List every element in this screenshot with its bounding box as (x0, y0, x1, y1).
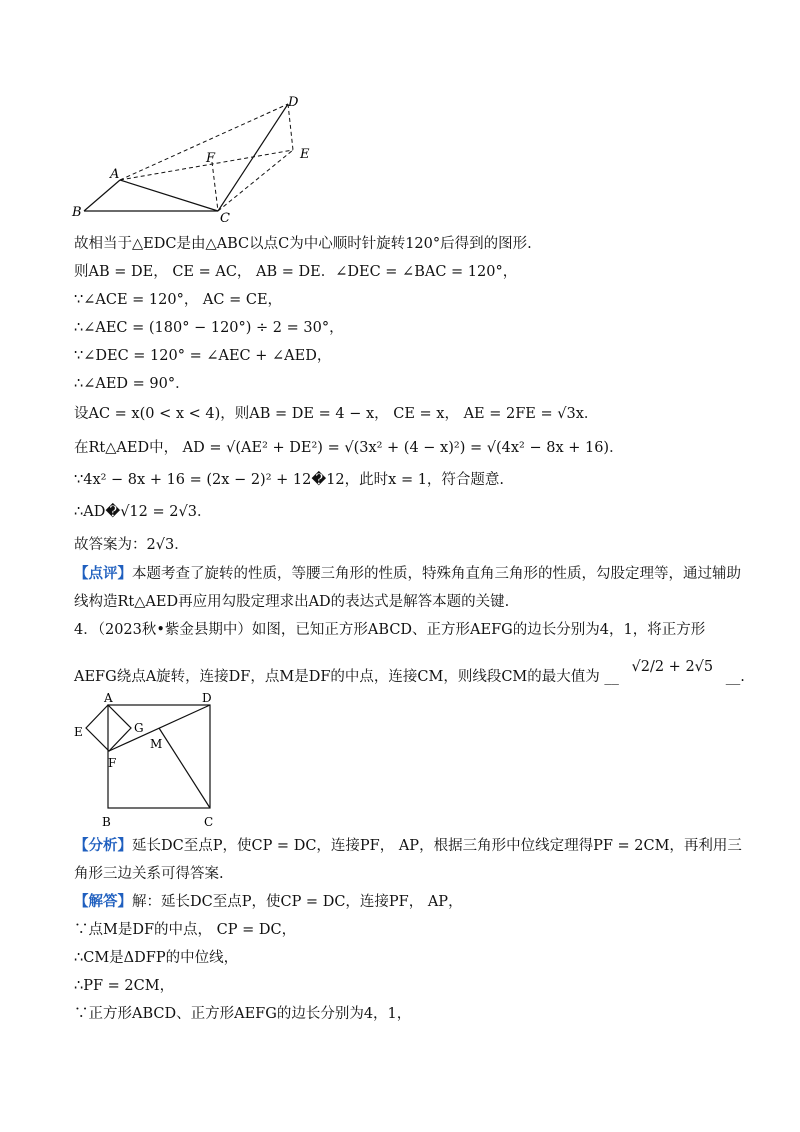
solution-text: 解：延长DC至点P，使CP = DC，连接PF， AP， (132, 894, 463, 910)
label-A: A (104, 691, 113, 705)
question-4-line1: 4．（2023秋•紫金县期中）如图，已知正方形ABCD、正方形AEFG的边长分别为4，1，将正方形 (74, 622, 706, 638)
geometry-figure-rotation (60, 92, 330, 227)
analysis-line (74, 836, 742, 856)
text-line: ∴PF = 2CM， (74, 978, 175, 994)
comment-line (74, 564, 741, 584)
text-line: ∴CM是ΔDFP的中位线， (74, 950, 239, 966)
text-line: ∴∠AED = 90°． (74, 376, 190, 392)
answer-end: __. (725, 669, 745, 685)
label-M: M (150, 737, 163, 751)
solution-line (74, 892, 463, 912)
question-text: AEFG绕点A旋转，连接DF，点M是DF的中点，连接CM，则线段CM的最大值为 __ (74, 669, 619, 685)
text-line: ∵点M是DF的中点， CP = DC， (74, 922, 297, 938)
geometry-figure-squares (66, 688, 226, 836)
label-B: B (72, 205, 82, 220)
label-D: D (288, 95, 299, 110)
question-4-line2 (74, 659, 745, 687)
segment-BA (84, 180, 120, 211)
text-line: 在Rt△AED中， AD = √(AE² + DE²) = √(3x² + (4 − x)²) = √(4x² − 8x + 16)． (74, 440, 624, 456)
segment-CF (212, 162, 218, 211)
text-line: ∵∠DEC = 120° = ∠AEC + ∠AED， (74, 348, 332, 364)
label-C: C (204, 815, 214, 829)
text-line: 则AB = DE， CE = AC， AB = DE．∠DEC = ∠BAC = 120°， (74, 264, 518, 280)
label-C: C (220, 211, 230, 226)
comment-tag: 【点评】 (74, 565, 132, 582)
text-line: 线构造Rt△AED再应用勾股定理求出AD的表达式是解答本题的关键. (74, 594, 510, 610)
segment-DE (288, 104, 293, 150)
comment-text: 本题考查了旋转的性质，等腰三角形的性质，特殊角直角三角形的性质，勾股定理等，通过辅助 (132, 566, 741, 582)
label-B: B (102, 815, 111, 829)
text-line: ∵正方形ABCD、正方形AEFG的边长分别为4，1， (74, 1006, 412, 1022)
text-line: 故答案为：2√3． (74, 537, 189, 553)
segment-CD (218, 104, 288, 211)
label-E: E (74, 725, 83, 739)
label-E: E (300, 147, 310, 162)
label-A: A (110, 167, 120, 182)
segment-AC (120, 180, 218, 211)
segment-CM (159, 728, 210, 808)
label-F: F (108, 756, 117, 770)
text-line: ∴∠AEC = (180° − 120°) ÷ 2 = 30°， (74, 320, 344, 336)
text-line: 故相当于△EDC是由△ABC以点C为中心顺时针旋转120°后得到的图形. (74, 236, 532, 252)
solution-tag: 【解答】 (74, 893, 132, 910)
analysis-text: 延长DC至点P，使CP = DC，连接PF， AP，根据三角形中位线定理得PF = 2CM，再利用三 (132, 838, 742, 854)
answer-value: √2/2 + 2√5 (631, 659, 714, 675)
text-line: 角形三边关系可得答案. (74, 866, 224, 882)
text-line: ∴AD�√12 = 2√3． (74, 504, 212, 520)
text-line: ∵∠ACE = 120°， AC = CE， (74, 292, 283, 308)
text-line: ∵4x² − 8x + 16 = (2x − 2)² + 12�12，此时x = 1，符合题意. (74, 472, 505, 488)
label-F: F (206, 151, 216, 166)
label-G: G (134, 721, 144, 735)
label-D: D (202, 691, 212, 705)
segment-CE (218, 150, 293, 211)
analysis-tag: 【分析】 (74, 837, 132, 854)
text-line: 设AC = x(0 < x < 4)，则AB = DE = 4 − x， CE = x， AE = 2FE = √3x． (74, 406, 599, 422)
